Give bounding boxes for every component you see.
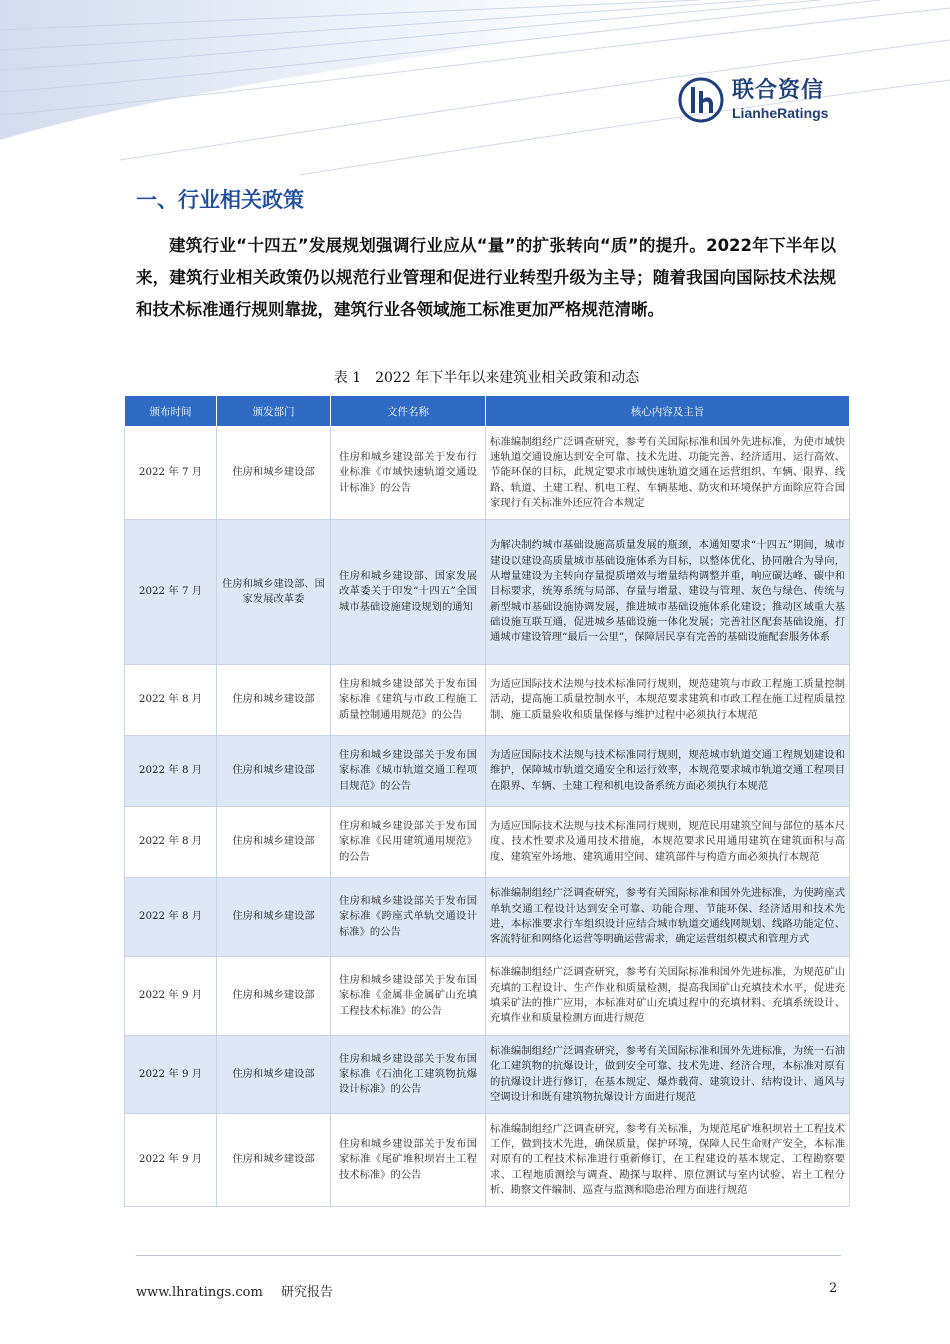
cell-document: 住房和城乡建设部、国家发展改革委关于印发“十四五”全国城市基础设施建设规划的通知 xyxy=(331,520,486,665)
cell-core-content: 标准编制组经广泛调查研究，参考有关标准，为规范尾矿堆积坝岩土工程技术工作，做到技术先进，确保质量，保护环境，保障人民生命财产安全，本标准对原有的工程技术标准进行重新修订，在工程建设的基本规定、工程勘察要求、工程地质测绘与调查、勘探与取样、原位测试与室内试验、岩土工程分析、勘察文件编制、巡查与监测和隐患治理方面进行规范 xyxy=(486,1114,850,1207)
table-row xyxy=(125,665,850,736)
header-document: 文件名称 xyxy=(331,396,486,427)
section-title: 一、行业相关政策 xyxy=(136,188,304,212)
footer-divider xyxy=(136,1255,841,1256)
cell-date: 2022 年 8 月 xyxy=(125,878,217,957)
table-row xyxy=(125,1114,850,1207)
cell-core-content: 为适应国际技术法规与技术标准同行规则，规范民用建筑空间与部位的基本尺度、技术性要求及通用技术措施，本规范要求民用通用建筑在建筑面积与高度、建筑室外场地、建筑通用空间、建筑部件与构造方面必须执行本规范 xyxy=(486,807,850,878)
cell-core-content: 标准编制组经广泛调查研究，参考有关国际标准和国外先进标准，为统一石油化工建筑物的抗爆设计，做到安全可靠、技术先进、经济合理，本标准对原有的抗爆设计进行修订，在基本规定、爆炸载荷、建筑设计、结构设计、通风与空调设计和既有建筑物抗爆设计方面进行规范 xyxy=(486,1036,850,1114)
table-row xyxy=(125,807,850,878)
cell-document: 住房和城乡建设部关于发布国家标准《金属非金属矿山充填工程技术标准》的公告 xyxy=(331,957,486,1036)
cell-date: 2022 年 8 月 xyxy=(125,807,217,878)
cell-document: 住房和城乡建设部关于发布国家标准《石油化工建筑物抗爆设计标准》的公告 xyxy=(331,1036,486,1114)
cell-core-content: 标准编制组经广泛调查研究，参考有关国际标准和国外先进标准，为使市域快速轨道交通设施达到安全可靠、技术先进、功能完善、经济适用、运行高效、节能环保的目标，此规定要求市域快速轨道交通在运营组织、车辆、限界、线路、轨道、土建工程、机电工程、车辆基地、防灾和环境保护方面除应符合国家现行有关标准外还应符合本规定 xyxy=(486,427,850,520)
table-row xyxy=(125,878,850,957)
cell-document: 住房和城乡建设部关于发布国家标准《尾矿堆积坝岩土工程技术标准》的公告 xyxy=(331,1114,486,1207)
cell-date: 2022 年 7 月 xyxy=(125,520,217,665)
cell-core-content: 标准编制组经广泛调查研究，参考有关国际标准和国外先进标准，为规范矿山充填的工程设计、生产作业和质量检测，提高我国矿山充填技术水平，促进充填采矿法的推广应用，本标准对矿山充填过程中的充填材料、充填系统设计、充填作业和质量检测方面进行规范 xyxy=(486,957,850,1036)
cell-department: 住房和城乡建设部 xyxy=(217,427,331,520)
cell-document: 住房和城乡建设部关于发布国家标准《跨座式单轨交通设计标准》的公告 xyxy=(331,878,486,957)
brand-mark-icon xyxy=(678,77,724,123)
table-row xyxy=(125,957,850,1036)
cell-document: 住房和城乡建设部关于发布国家标准《民用建筑通用规范》的公告 xyxy=(331,807,486,878)
page-number: 2 xyxy=(829,1281,838,1296)
intro-paragraph: 建筑行业“十四五”发展规划强调行业应从“量”的扩张转向“质”的提升。2022年下半年以来，建筑行业相关政策仍以规范行业管理和促进行业转型升级为主导；随着我国向国际技术法规和技术标准通行规则靠拢，建筑行业各领域施工标准更加严格规范清晰。 xyxy=(136,236,836,319)
cell-department: 住房和城乡建设部 xyxy=(217,736,331,807)
cell-date: 2022 年 7 月 xyxy=(125,427,217,520)
brand-name-en: LianheRatings xyxy=(732,105,829,121)
cell-date: 2022 年 8 月 xyxy=(125,665,217,736)
cell-department: 住房和城乡建设部 xyxy=(217,665,331,736)
cell-date: 2022 年 9 月 xyxy=(125,1114,217,1207)
table-header-row xyxy=(125,396,850,427)
header-core-content: 核心内容及主旨 xyxy=(486,396,850,427)
footer xyxy=(136,1281,347,1300)
cell-document: 住房和城乡建设部关于发布国家标准《城市轨道交通工程项目规范》的公告 xyxy=(331,736,486,807)
cell-department: 住房和城乡建设部 xyxy=(217,878,331,957)
cell-core-content: 标准编制组经广泛调查研究，参考有关国际标准和国外先进标准，为使跨座式单轨交通工程设计达到安全可靠、功能合理、节能环保、经济适用和技术先进，本标准要求行车组织设计应结合城市轨道交通线网规划、线路功能定位、客流特征和网络化运营等明确运营需求，确定运营组织模式和管理方式 xyxy=(486,878,850,957)
header-date: 颁布时间 xyxy=(125,396,217,427)
cell-date: 2022 年 9 月 xyxy=(125,957,217,1036)
cell-core-content: 为适应国际技术法规与技术标准同行规则，规范城市轨道交通工程规划建设和维护，保障城市轨道交通安全和运行效率，本规范要求城市轨道交通工程项目在限界、车辆、土建工程和机电设备系统方面必须执行本规范 xyxy=(486,736,850,807)
table-row xyxy=(125,1036,850,1114)
cell-date: 2022 年 8 月 xyxy=(125,736,217,807)
footer-label: 研究报告 xyxy=(280,1285,333,1300)
footer-url: www.lhratings.com xyxy=(136,1285,263,1300)
cell-core-content: 为解决制约城市基础设施高质量发展的瓶颈，本通知要求“十四五”期间，城市建设以建设高质量城市基础设施体系为目标，以整体优化、协同融合为导向，从增量建设为主转向存量提质增效与增量结构调整并重，响应碳达峰、碳中和目标要求，统筹系统与局部、存量与增量、建设与管理、灰色与绿色、传统与新型城市基础设施协调发展，推进城市基础设施体系化建设；推动区域重大基础设施互联互通，促进城乡基础设施一体化发展；完善社区配套基础设施，打通城市建设管理“最后一公里”，保障居民享有完善的基础设施配套服务体系 xyxy=(486,520,850,665)
header-department: 颁发部门 xyxy=(217,396,331,427)
brand-logo xyxy=(678,72,858,128)
cell-department: 住房和城乡建设部、国家发展改革委 xyxy=(217,520,331,665)
cell-document: 住房和城乡建设部关于发布行业标准《市域快速轨道交通设计标准》的公告 xyxy=(331,427,486,520)
table-row xyxy=(125,427,850,520)
cell-department: 住房和城乡建设部 xyxy=(217,807,331,878)
cell-department: 住房和城乡建设部 xyxy=(217,1114,331,1207)
cell-department: 住房和城乡建设部 xyxy=(217,1036,331,1114)
table-caption: 表 1 2022 年下半年以来建筑业相关政策和动态 xyxy=(333,370,640,386)
table-row xyxy=(125,736,850,807)
cell-document: 住房和城乡建设部关于发布国家标准《建筑与市政工程施工质量控制通用规范》的公告 xyxy=(331,665,486,736)
cell-date: 2022 年 9 月 xyxy=(125,1036,217,1114)
table-row xyxy=(125,520,850,665)
policy-table xyxy=(124,395,850,1207)
brand-name-cn: 联合资信 xyxy=(732,78,825,103)
cell-core-content: 为适应国际技术法规与技术标准同行规则，规范建筑与市政工程施工质量控制活动，提高施工质量控制水平，本规范要求建筑和市政工程在施工过程质量控制、施工质量验收和质量保修与维护过程中必须执行本规范 xyxy=(486,665,850,736)
cell-department: 住房和城乡建设部 xyxy=(217,957,331,1036)
